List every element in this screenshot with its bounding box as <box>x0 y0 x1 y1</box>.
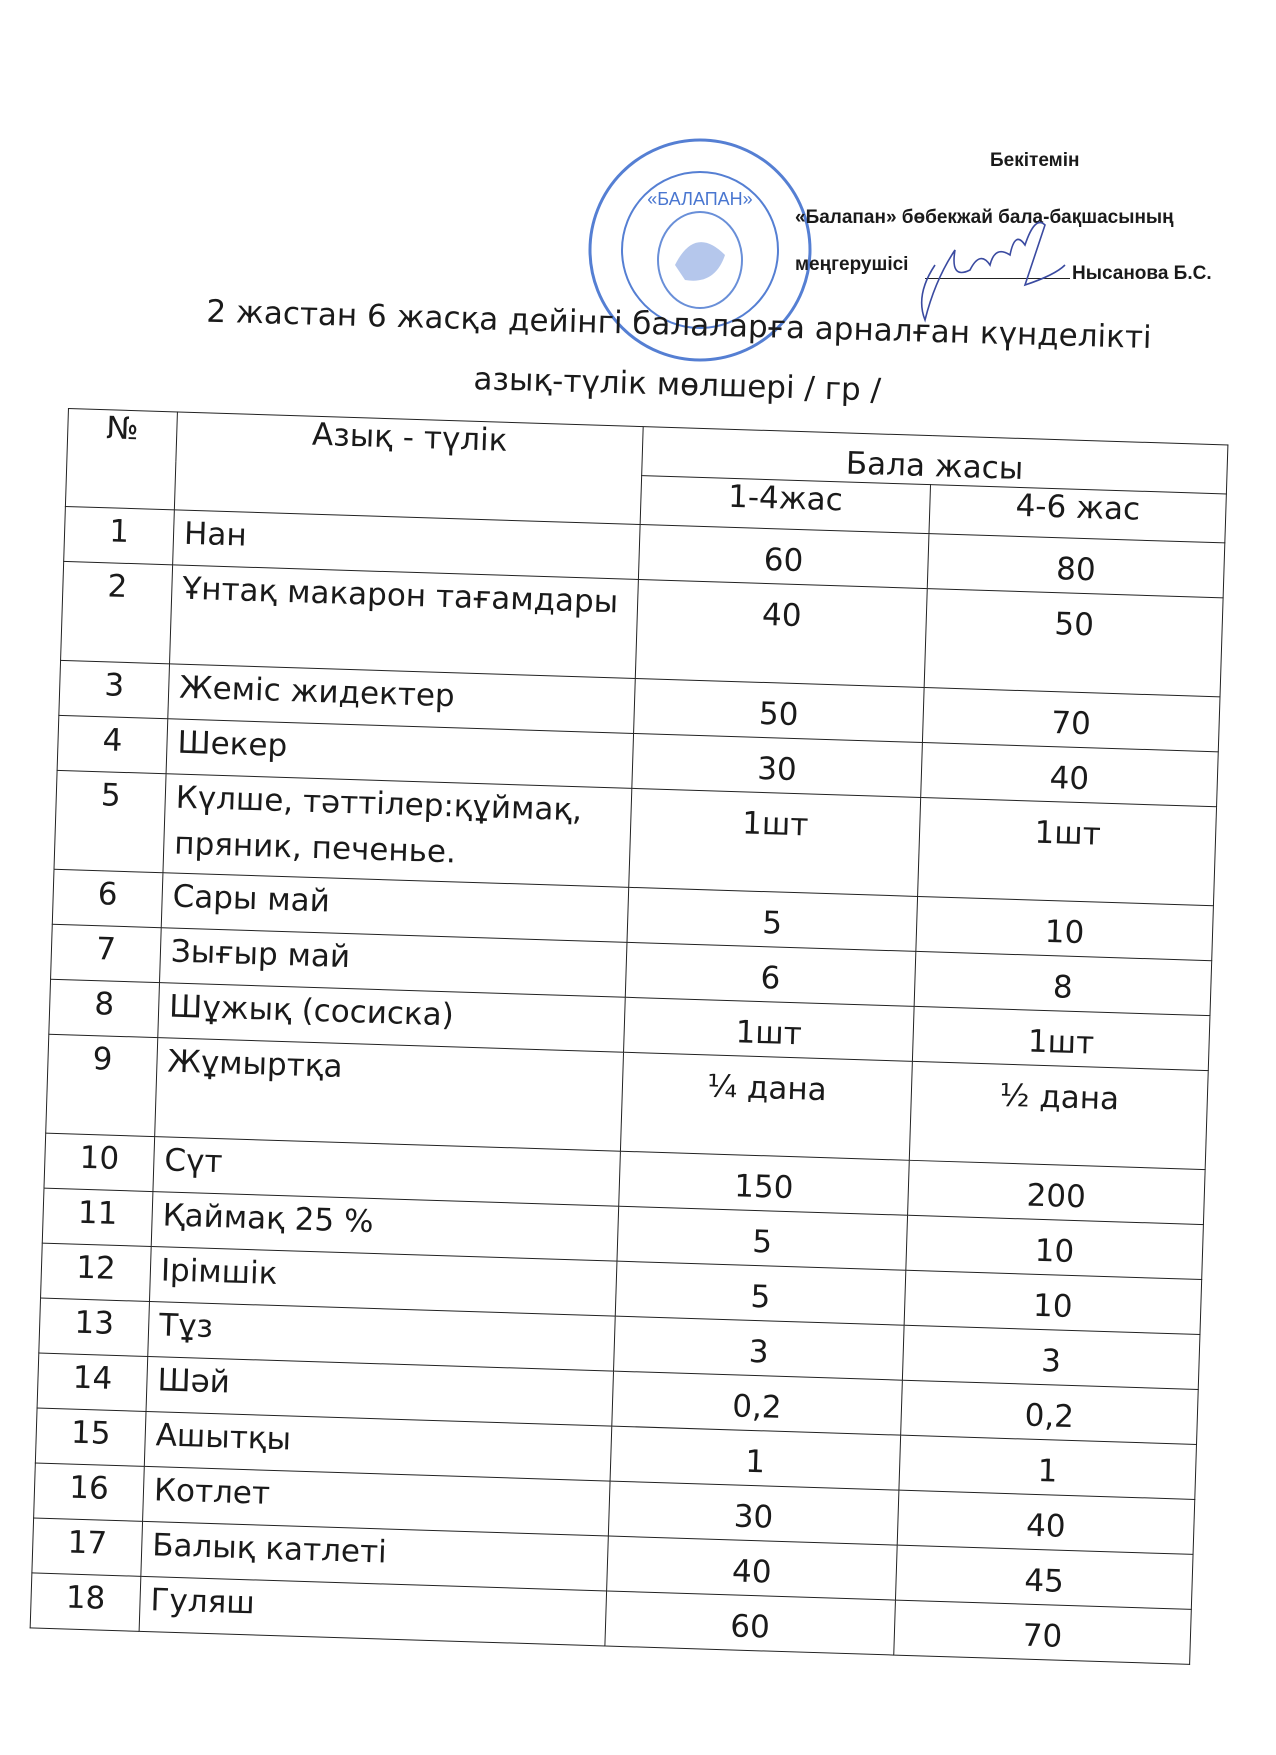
row-value-age-4-6 <box>912 1006 1210 1070</box>
row-number-text: 2 <box>106 568 128 605</box>
row-value-age-1-4 <box>627 887 918 951</box>
row-product-text: Ашытқы <box>155 1417 292 1458</box>
row-value-age-1-4 <box>635 580 927 688</box>
row-value-age-4-6 <box>901 1380 1199 1444</box>
row-value-age-4-6 <box>897 1490 1195 1554</box>
row-number <box>34 1463 145 1521</box>
row-number <box>41 1243 152 1301</box>
row-product-text: Гуляш <box>150 1582 256 1622</box>
row-value-age-4-6-text: 0,2 <box>1024 1397 1075 1436</box>
row-number-text: 14 <box>72 1359 113 1397</box>
row-product-text: Ұнтақ макарон тағамдары <box>181 570 619 621</box>
row-value-age-1-4 <box>615 1261 906 1325</box>
row-value-age-4-6-text: 8 <box>1052 969 1074 1006</box>
row-product-text: Сары май <box>172 878 331 920</box>
row-product-text: Шұжық (сосиска) <box>168 988 455 1034</box>
row-value-age-4-6 <box>899 1435 1197 1499</box>
row-value-age-4-6 <box>894 1600 1192 1664</box>
row-value-age-1-4 <box>612 1371 903 1435</box>
row-value-age-4-6 <box>927 534 1225 598</box>
row-value-age-1-4-text: 60 <box>729 1608 771 1646</box>
header-product: Азық - түлік <box>174 412 643 525</box>
row-value-age-1-4 <box>614 1316 905 1380</box>
row-number-text: 17 <box>67 1524 108 1562</box>
row-number <box>35 1408 146 1466</box>
row-value-age-4-6 <box>921 743 1219 807</box>
row-value-age-4-6 <box>918 797 1217 905</box>
row-value-age-4-6 <box>922 688 1220 752</box>
row-number <box>57 715 168 773</box>
row-value-age-4-6-text: 10 <box>1044 913 1085 952</box>
approval-position: меңгерушісі <box>795 254 909 275</box>
row-product-text: Шекер <box>176 724 288 765</box>
row-product-text: Жеміс жидектер <box>178 669 456 715</box>
row-product-text: Қаймақ 25 % <box>162 1197 375 1240</box>
row-number-text: 10 <box>79 1139 120 1177</box>
row-product <box>155 1038 624 1152</box>
title-line-1: 2 жастан 6 жасқа дейінгі балаларға арналған күнделікті <box>205 293 1153 356</box>
row-product-text: Жұмыртқа <box>166 1043 344 1085</box>
row-product-text: Зығыр май <box>170 933 351 976</box>
row-value-age-1-4-text: 0,2 <box>731 1388 783 1426</box>
row-value-age-1-4-text: 3 <box>748 1333 770 1371</box>
row-value-age-1-4-text: ¼ дана <box>706 1068 828 1109</box>
row-value-age-1-4-text: 30 <box>756 750 798 789</box>
row-value-age-4-6 <box>904 1270 1202 1334</box>
row-value-age-1-4 <box>608 1481 899 1545</box>
row-number <box>39 1298 150 1356</box>
row-number <box>42 1188 153 1246</box>
row-number <box>46 1034 158 1136</box>
row-number-text: 13 <box>73 1304 115 1342</box>
row-value-age-1-4-text: 50 <box>758 695 799 734</box>
row-value-age-4-6-text: 40 <box>1025 1507 1067 1545</box>
row-value-age-4-6 <box>908 1160 1206 1224</box>
row-value-age-1-4-text: 1шт <box>735 1014 803 1053</box>
row-number-text: 15 <box>70 1414 112 1452</box>
row-value-age-4-6 <box>924 589 1223 697</box>
row-value-age-1-4-text: 5 <box>749 1278 771 1316</box>
row-number-text: 12 <box>75 1249 117 1287</box>
row-value-age-4-6-text: 70 <box>1022 1617 1063 1655</box>
row-product-text: Ірімшік <box>160 1252 278 1292</box>
row-number-text: 11 <box>77 1194 118 1232</box>
row-number <box>64 506 175 564</box>
row-number-text: 1 <box>108 513 130 550</box>
row-value-age-1-4 <box>620 1052 912 1160</box>
row-value-age-4-6-text: 1шт <box>1027 1023 1095 1062</box>
row-number-text: 3 <box>103 667 125 704</box>
header-age-4-6: 4-6 жас <box>929 485 1226 543</box>
row-value-age-1-4-text: 5 <box>761 905 783 942</box>
row-product <box>170 565 639 679</box>
row-value-age-4-6-text: 70 <box>1050 705 1092 743</box>
row-product-text: Котлет <box>153 1472 271 1512</box>
row-number-text: 5 <box>100 777 122 814</box>
food-norms-table <box>30 408 1229 1665</box>
row-value-age-4-6 <box>909 1061 1208 1169</box>
row-value-age-1-4-text: 1шт <box>741 805 809 844</box>
row-number <box>52 869 163 927</box>
row-value-age-4-6 <box>916 896 1214 960</box>
row-number <box>32 1518 143 1576</box>
row-value-age-1-4-text: 60 <box>763 541 804 580</box>
row-value-age-1-4 <box>619 1151 910 1215</box>
row-value-age-1-4-text: 150 <box>733 1168 794 1207</box>
row-number-text: 6 <box>97 876 119 913</box>
row-number <box>44 1133 155 1191</box>
row-value-age-1-4 <box>625 942 916 1006</box>
row-value-age-1-4-text: 6 <box>759 960 781 997</box>
row-product <box>163 774 632 888</box>
row-value-age-4-6-text: 50 <box>1053 606 1095 644</box>
row-value-age-4-6 <box>914 951 1212 1015</box>
row-value-age-1-4-text: 1 <box>744 1443 766 1481</box>
row-product-text: Шәй <box>156 1362 231 1401</box>
row-value-age-1-4 <box>638 525 929 589</box>
approval-name: Нысанова Б.С. <box>1072 263 1212 284</box>
row-number-text: 18 <box>65 1579 106 1617</box>
title-line-2: азық-түлік мөлшері / гр / <box>473 361 882 409</box>
svg-text:«БАЛАПАН»: «БАЛАПАН» <box>647 189 753 209</box>
row-product-text: Нан <box>183 515 248 554</box>
row-value-age-1-4 <box>629 788 921 896</box>
row-number <box>37 1353 148 1411</box>
header-age-1-4: 1-4жас <box>640 476 930 534</box>
row-number <box>30 1573 141 1631</box>
row-number <box>59 660 170 718</box>
row-value-age-1-4 <box>632 733 923 797</box>
row-value-age-1-4 <box>605 1591 896 1655</box>
row-value-age-4-6-text: 200 <box>1026 1177 1087 1216</box>
row-value-age-1-4 <box>607 1536 898 1600</box>
row-value-age-4-6-text: 10 <box>1034 1232 1075 1271</box>
row-number-text: 8 <box>93 986 115 1023</box>
row-value-age-4-6-text: 40 <box>1049 760 1090 798</box>
row-value-age-4-6 <box>895 1545 1193 1609</box>
row-product-text: Күлше, тәттілер:құймақ, пряник, печенье. <box>173 779 583 871</box>
row-number-text: 9 <box>92 1041 113 1078</box>
row-product-text: Сүт <box>163 1142 224 1181</box>
row-product-text: Тұз <box>158 1307 214 1345</box>
row-value-age-1-4 <box>617 1206 908 1270</box>
approval-organization: «Балапан» бөбекжай бала-бақшасының <box>795 207 1174 228</box>
row-value-age-4-6-text: 80 <box>1055 551 1097 589</box>
row-value-age-4-6 <box>902 1325 1200 1389</box>
row-number <box>54 770 166 872</box>
header-number: № <box>65 409 177 510</box>
row-number-text: 4 <box>102 722 123 759</box>
row-value-age-4-6-text: 1шт <box>1033 814 1102 853</box>
row-value-age-1-4-text: 5 <box>751 1223 773 1261</box>
row-value-age-4-6-text: 45 <box>1023 1562 1065 1600</box>
row-value-age-1-4-text: 40 <box>731 1553 773 1591</box>
row-value-age-1-4 <box>610 1426 901 1490</box>
row-value-age-4-6-text: ½ дана <box>998 1077 1120 1118</box>
row-value-age-1-4 <box>634 678 925 742</box>
row-number <box>51 924 162 982</box>
approval-heading: Бекітемін <box>990 150 1080 171</box>
row-value-age-4-6-text: 3 <box>1040 1343 1062 1380</box>
row-value-age-1-4-text: 40 <box>761 596 803 635</box>
row-value-age-1-4 <box>624 997 915 1061</box>
row-number <box>49 979 160 1037</box>
row-value-age-1-4-text: 30 <box>733 1498 774 1536</box>
row-value-age-4-6-text: 10 <box>1032 1287 1074 1325</box>
row-number-text: 7 <box>95 931 117 968</box>
row-number-text: 16 <box>68 1469 110 1507</box>
row-value-age-4-6 <box>906 1215 1204 1279</box>
header-age-group: Бала жасы <box>642 427 1228 494</box>
row-product-text: Балық катлеті <box>151 1527 388 1571</box>
row-value-age-4-6-text: 1 <box>1037 1452 1059 1490</box>
row-number <box>61 561 173 663</box>
